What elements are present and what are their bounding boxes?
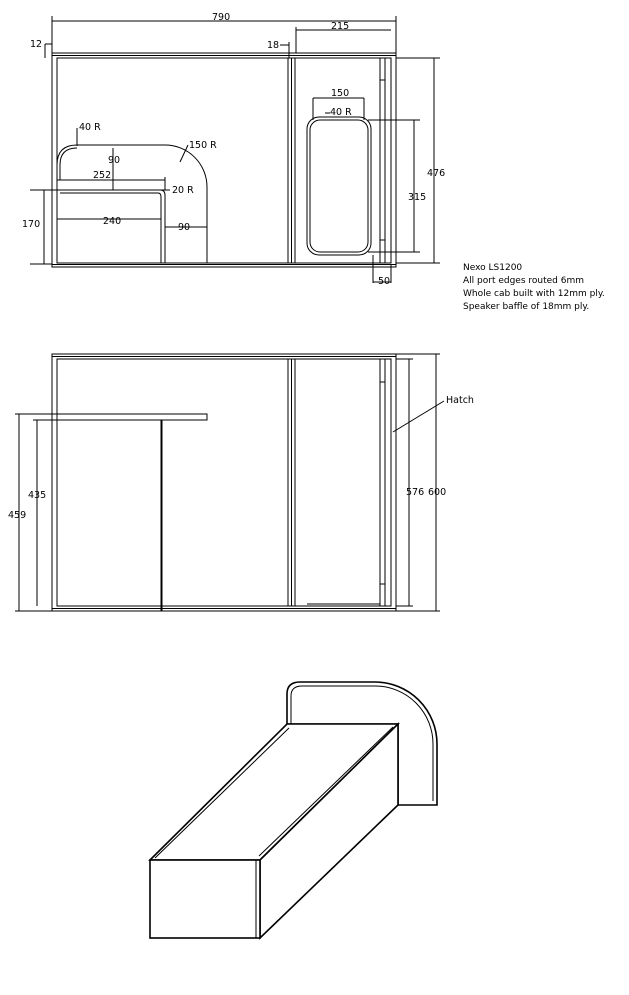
label-20r: 20 R (172, 185, 194, 196)
dim-18: 18 (267, 40, 280, 51)
port-front-face (150, 860, 260, 938)
label-150r: 150 R (189, 140, 217, 151)
note-title: Nexo LS1200 (463, 263, 523, 273)
top-view (22, 12, 445, 287)
dim-252: 252 (93, 170, 112, 181)
dim-435: 435 (28, 490, 47, 501)
dim-215: 215 (331, 21, 350, 32)
dim-150: 150 (331, 88, 350, 99)
side-view (8, 354, 474, 611)
isometric-view (150, 682, 437, 938)
top-outer-wall (52, 53, 396, 267)
note-port-edges: All port edges routed 6mm (463, 276, 584, 286)
dim-50: 50 (378, 276, 391, 287)
note-baffle-ply: Speaker baffle of 18mm ply. (463, 302, 590, 312)
port-shelf (57, 414, 207, 420)
dim-459: 459 (8, 510, 27, 521)
dim-790: 790 (212, 12, 231, 23)
dim-576: 576 (406, 487, 425, 498)
dim-90-vertical: 90 (108, 155, 121, 166)
notes-block (463, 263, 605, 312)
label-opening-40r: 40 R (330, 107, 352, 118)
dim-90-horizontal: 90 (178, 222, 191, 233)
dim-240: 240 (103, 216, 122, 227)
dim-170: 170 (22, 219, 41, 230)
dim-315: 315 (408, 192, 427, 203)
speaker-opening (307, 117, 371, 255)
label-40r: 40 R (79, 122, 101, 133)
label-hatch: Hatch (446, 395, 474, 406)
dim-476: 476 (427, 168, 446, 179)
port-outer-curve (57, 145, 207, 263)
dim-12: 12 (30, 39, 43, 50)
dim-600: 600 (428, 487, 447, 498)
note-cab-ply: Whole cab built with 12mm ply. (463, 289, 605, 299)
side-inner-wall (57, 359, 391, 606)
side-outer-wall (52, 354, 396, 611)
